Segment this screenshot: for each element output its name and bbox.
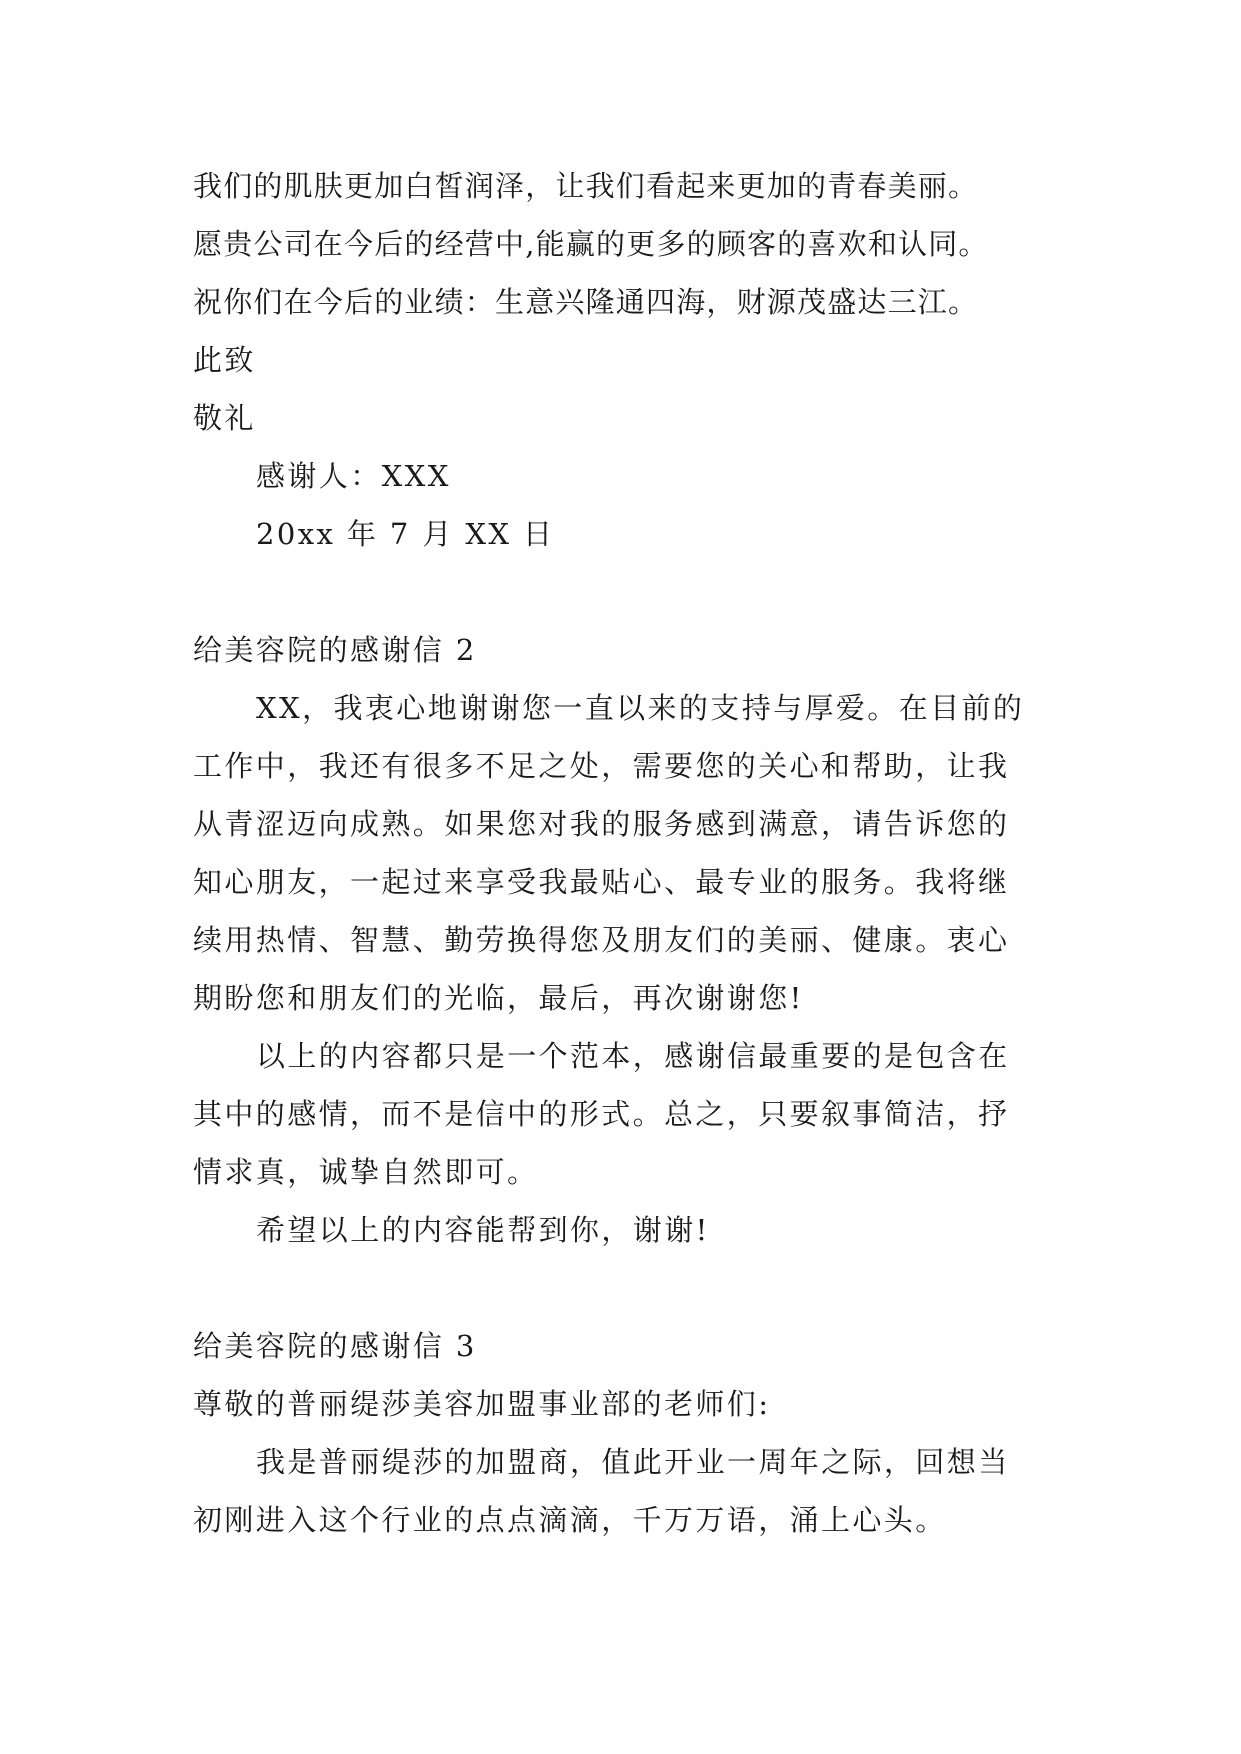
- text-line: 其中的感情，而不是信中的形式。总之，只要叙事简洁，抒: [193, 1097, 1010, 1131]
- text-line: 我是普丽缇莎的加盟商，值此开业一周年之际，回想当: [256, 1445, 1010, 1479]
- text-line: 工作中，我还有很多不足之处，需要您的关心和帮助，让我: [193, 749, 1010, 783]
- date-line: 20xx 年 7 月 XX 日: [256, 517, 555, 551]
- text-line: 以上的内容都只是一个范本，感谢信最重要的是包含在: [256, 1039, 1010, 1073]
- text-line: 从青涩迈向成熟。如果您对我的服务感到满意，请告诉您的: [193, 807, 1010, 841]
- text-line: 期盼您和朋友们的光临，最后，再次谢谢您!: [193, 981, 804, 1015]
- greeting-line: 尊敬的普丽缇莎美容加盟事业部的老师们:: [193, 1387, 771, 1421]
- closing-regards: 敬礼: [193, 401, 256, 435]
- text-line: 希望以上的内容能帮到你，谢谢!: [256, 1213, 710, 1247]
- text-line: 续用热情、智慧、勤劳换得您及朋友们的美丽、健康。衷心: [193, 923, 1010, 957]
- text-line: 知心朋友，一起过来享受我最贴心、最专业的服务。我将继: [193, 865, 1010, 899]
- closing-salutation: 此致: [193, 343, 256, 377]
- text-line: 祝你们在今后的业绩：生意兴隆通四海，财源茂盛达三江。: [193, 285, 979, 319]
- section-heading: 给美容院的感谢信 2: [193, 633, 477, 667]
- section-heading: 给美容院的感谢信 3: [193, 1329, 477, 1363]
- text-line: 愿贵公司在今后的经营中,能赢的更多的顾客的喜欢和认同。: [193, 227, 989, 261]
- text-line: 初刚进入这个行业的点点滴滴，千万万语，涌上心头。: [193, 1503, 947, 1537]
- text-line: XX，我衷心地谢谢您一直以来的支持与厚爱。在目前的: [256, 691, 1025, 725]
- signature-line: 感谢人：XXX: [256, 459, 451, 493]
- text-line: 情求真，诚挚自然即可。: [193, 1155, 539, 1189]
- text-line: 我们的肌肤更加白皙润泽，让我们看起来更加的青春美丽。: [193, 169, 979, 203]
